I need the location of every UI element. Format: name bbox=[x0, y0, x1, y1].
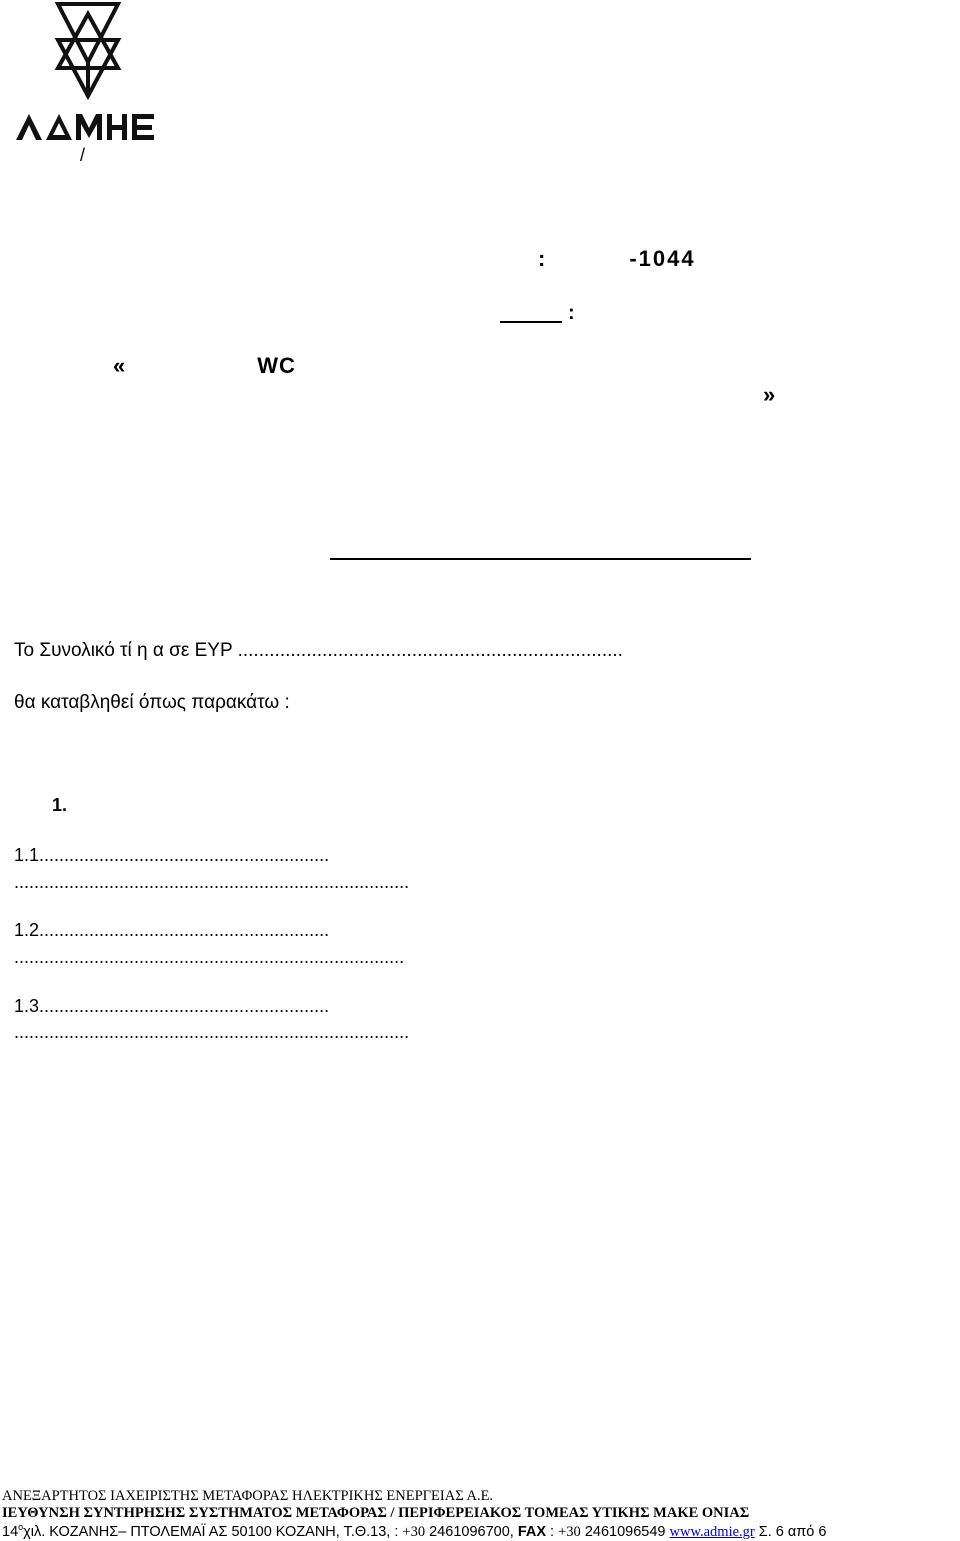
footer-company: ΑΝΕΞΑΡΤΗΤΟΣ ΙΑΧΕΙΡΙΣΤΗΣ ΜΕΤΑΦΟΡΑΣ ΗΛΕΚΤΡΙΚΗΣ ΕΝΕΡΓΕΙΑΣ Α.Ε. bbox=[2, 1488, 494, 1504]
reference-colon: : bbox=[538, 246, 548, 271]
underline-rule bbox=[500, 302, 562, 323]
underlined-colon: : bbox=[568, 302, 575, 324]
footer-address-line bbox=[2, 1522, 826, 1541]
footer-fax: 2461096549 bbox=[580, 1523, 670, 1540]
admie-triangles-logo-icon bbox=[12, 0, 160, 145]
footer-address-sup: ο bbox=[18, 1522, 24, 1532]
payment-line: θα καταβληθεί όπως παρακάτω : bbox=[14, 692, 290, 713]
item-1-2: 1.2.......................................................... bbox=[14, 920, 330, 940]
item-1-1-continuation: ............................................................................... bbox=[14, 872, 410, 892]
item-1-3: 1.3.......................................................... bbox=[14, 996, 330, 1016]
item-1-2-continuation: .............................................................................. bbox=[14, 947, 405, 967]
footer-address: χιλ. ΚΟΖΑΝΗΣ– ΠΤΟΛΕΜΑΪ ΑΣ 50100 ΚΟΖΑΝΗ, Τ.Θ.13, : bbox=[23, 1523, 403, 1540]
footer-fax-sep: : bbox=[546, 1523, 559, 1540]
footer-phone-prefix: +30 bbox=[402, 1523, 426, 1540]
underlined-field bbox=[500, 302, 575, 325]
section-divider bbox=[330, 558, 751, 560]
footer-fax-label: FAX bbox=[517, 1523, 547, 1540]
footer-fax-prefix: +30 bbox=[558, 1523, 581, 1540]
item-1-1: 1.1.......................................................... bbox=[14, 845, 330, 865]
close-quote: » bbox=[763, 382, 776, 407]
reference-number bbox=[538, 246, 696, 272]
reference-value: -1044 bbox=[629, 246, 696, 271]
item-1-3-continuation: ............................................................................... bbox=[14, 1022, 410, 1042]
footer-phone: 2461096700, bbox=[425, 1523, 518, 1540]
footer-website-link[interactable]: www.admie.gr bbox=[669, 1523, 755, 1540]
title-wc: WC bbox=[257, 353, 296, 378]
title-line bbox=[113, 353, 296, 379]
footer-address-num: 14 bbox=[2, 1523, 19, 1540]
open-quote: « bbox=[113, 353, 126, 378]
admie-logo bbox=[12, 0, 160, 145]
footer-page-number: Σ. 6 από 6 bbox=[754, 1523, 827, 1540]
total-amount-line: Το Συνολικό τί η α σε ΕΥΡ ......................................................................... bbox=[14, 640, 623, 661]
section-1-heading: 1. bbox=[52, 795, 68, 815]
footer-directorate: ΙΕΥΘΥΝΣΗ ΣΥΝΤΗΡΗΣΗΣ ΣΥΣΤΗΜΑΤΟΣ ΜΕΤΑΦΟΡΑΣ / ΠΕΡΙΦΕΡΕΙΑΚΟΣ ΤΟΜΕΑΣ ΥΤΙΚΗΣ ΜΑΚΕ ΟΝΙΑΣ bbox=[2, 1505, 750, 1521]
header-slash: / bbox=[80, 145, 86, 165]
